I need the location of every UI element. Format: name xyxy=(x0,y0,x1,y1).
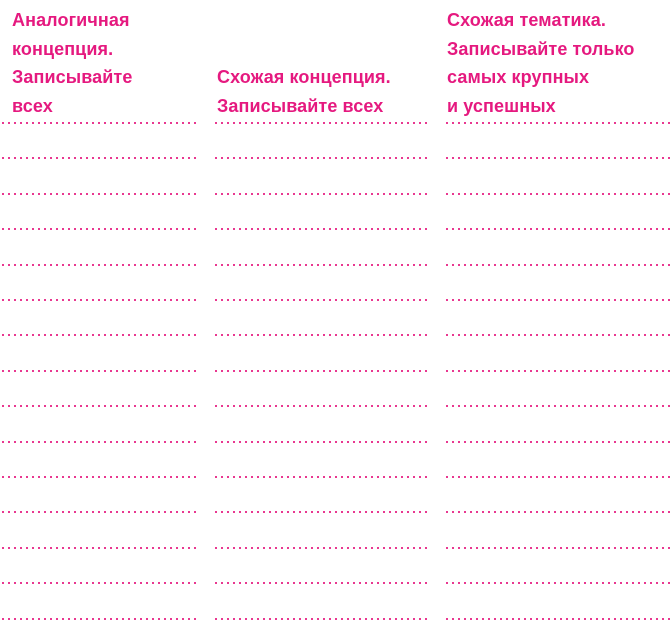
dotted-writing-line xyxy=(0,122,197,124)
dotted-writing-line xyxy=(0,511,197,513)
dotted-writing-line xyxy=(444,228,671,230)
column-header-wrap xyxy=(444,8,671,120)
column-similar-concept xyxy=(213,0,427,628)
column-header: Аналогичная концепция. Записывайте всех xyxy=(12,10,133,116)
dotted-writing-line xyxy=(0,547,197,549)
dotted-writing-line xyxy=(444,582,671,584)
dotted-writing-line xyxy=(213,193,427,195)
dotted-writing-line xyxy=(444,511,671,513)
dotted-writing-line xyxy=(444,405,671,407)
dotted-writing-line xyxy=(213,157,427,159)
dotted-writing-line xyxy=(213,476,427,478)
dotted-writing-line xyxy=(444,264,671,266)
dotted-writing-line xyxy=(0,264,197,266)
dotted-writing-line xyxy=(444,299,671,301)
dotted-writing-line xyxy=(444,441,671,443)
dotted-writing-line xyxy=(0,618,197,620)
dotted-writing-line xyxy=(444,618,671,620)
dotted-writing-line xyxy=(213,370,427,372)
column-header-wrap xyxy=(0,8,197,120)
dotted-writing-line xyxy=(213,618,427,620)
dotted-writing-line xyxy=(213,405,427,407)
dotted-writing-line xyxy=(213,547,427,549)
dotted-writing-line xyxy=(0,299,197,301)
column-header: Схожая концепция. Записывайте всех xyxy=(217,67,391,116)
dotted-writing-line xyxy=(444,476,671,478)
dotted-writing-line xyxy=(0,193,197,195)
dotted-writing-line xyxy=(0,476,197,478)
dotted-writing-line xyxy=(213,582,427,584)
dotted-writing-line xyxy=(213,299,427,301)
column-header: Схожая тематика. Записывайте только самых крупных и успешных xyxy=(447,10,635,116)
dotted-writing-line xyxy=(213,122,427,124)
dotted-writing-line xyxy=(213,441,427,443)
dotted-writing-line xyxy=(444,334,671,336)
dotted-writing-line xyxy=(0,441,197,443)
dotted-writing-line xyxy=(0,370,197,372)
dotted-writing-line xyxy=(0,228,197,230)
dotted-writing-line xyxy=(213,228,427,230)
dotted-writing-line xyxy=(0,582,197,584)
dotted-writing-line xyxy=(444,122,671,124)
dotted-writing-line xyxy=(213,511,427,513)
column-similar-theme xyxy=(444,0,671,628)
dotted-writing-line xyxy=(444,157,671,159)
column-analogous-concept xyxy=(0,0,197,628)
dotted-writing-line xyxy=(0,157,197,159)
dotted-writing-line xyxy=(213,334,427,336)
dotted-writing-line xyxy=(444,370,671,372)
dotted-writing-line xyxy=(0,334,197,336)
dotted-writing-line xyxy=(0,405,197,407)
dotted-writing-line xyxy=(444,193,671,195)
dotted-writing-line xyxy=(213,264,427,266)
column-header-wrap xyxy=(213,8,427,120)
dotted-writing-line xyxy=(444,547,671,549)
